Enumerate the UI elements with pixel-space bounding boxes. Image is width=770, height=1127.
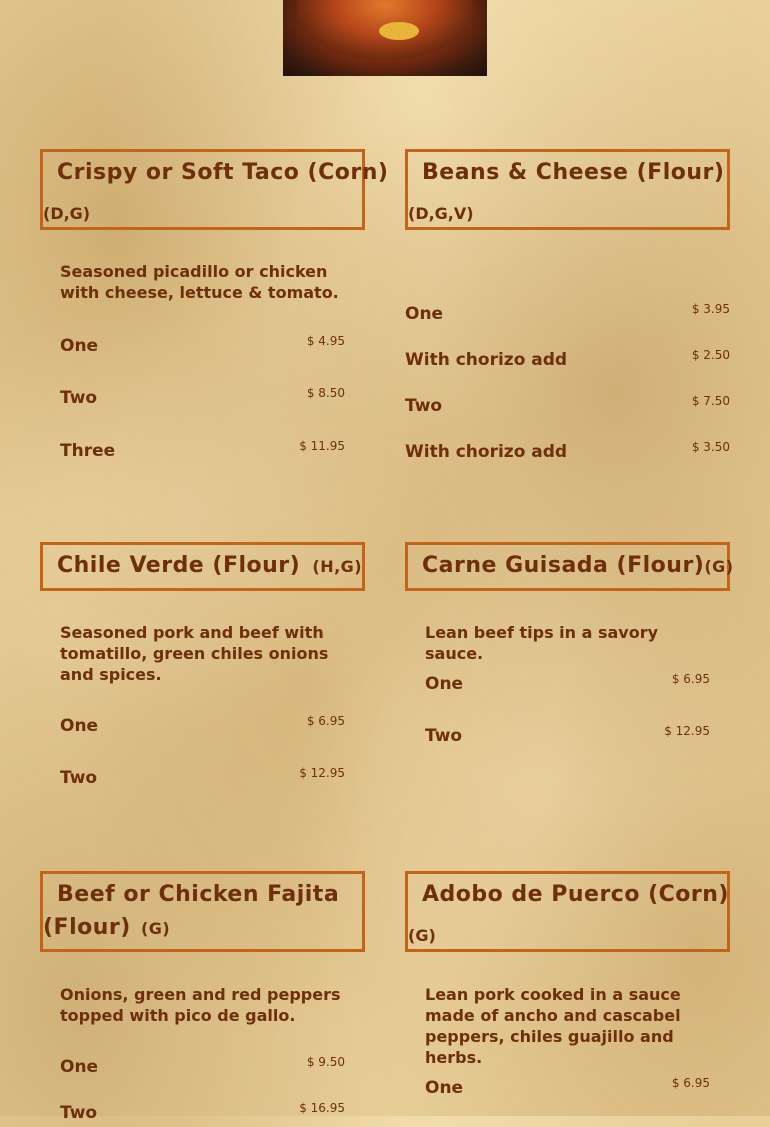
price-value: $ 11.95 <box>299 439 345 453</box>
item-description: Lean beef tips in a savory sauce. <box>425 623 659 663</box>
price-value: $ 6.95 <box>306 714 345 728</box>
menu-card-fajita <box>40 871 365 1123</box>
price-row <box>425 726 710 750</box>
price-label: With chorizo add <box>405 350 568 370</box>
item-title: Beef or Chicken Fajita <box>57 882 340 907</box>
price-label: Two <box>60 1103 98 1123</box>
menu-card-adobo-puerco <box>405 871 730 1116</box>
item-title: Adobo de Puerco (Corn) <box>422 882 729 907</box>
price-value: $ 3.50 <box>691 440 730 454</box>
item-code: (D,G,V) <box>408 204 474 223</box>
item-description: Onions, green and red peppers topped with pico de gallo. <box>60 985 341 1025</box>
price-row <box>425 1078 710 1102</box>
title-box <box>40 542 365 591</box>
item-description: Lean pork cooked in a sauce made of ancho and cascabel peppers, chiles guajillo and herbs. <box>425 985 681 1067</box>
item-code: (D,G) <box>43 204 91 223</box>
item-title-text: Carne Guisada (Flour) <box>422 553 705 578</box>
item-title-text: Chile Verde (Flour) <box>57 553 301 578</box>
price-label: Three <box>60 441 116 461</box>
item-description: Seasoned picadillo or chicken with cheese, lettuce & tomato. <box>60 262 339 302</box>
price-label: One <box>405 304 444 324</box>
price-row <box>405 442 730 466</box>
menu-card-crispy-taco <box>40 149 389 489</box>
menu-card-beans-cheese <box>405 149 730 489</box>
price-label: One <box>60 1057 99 1077</box>
price-value: $ 12.95 <box>299 766 345 780</box>
price-row <box>425 674 710 698</box>
price-row <box>60 388 345 412</box>
price-value: $ 4.95 <box>306 334 345 348</box>
title-box <box>405 871 730 952</box>
food-photo <box>283 0 487 76</box>
price-row <box>405 304 730 328</box>
item-title: Crispy or Soft Taco (Corn) <box>57 160 389 185</box>
price-value: $ 7.50 <box>691 394 730 408</box>
item-description: Seasoned pork and beef with tomatillo, green chiles onions and spices. <box>60 623 329 684</box>
item-title: Beans & Cheese (Flour) <box>422 160 725 185</box>
price-label: With chorizo add <box>405 442 568 462</box>
item-title <box>422 553 734 578</box>
price-label: Two <box>425 726 463 746</box>
price-label: One <box>60 336 99 356</box>
item-title <box>57 553 362 578</box>
item-code: (G) <box>408 926 436 945</box>
price-label: One <box>425 674 464 694</box>
title-box <box>40 149 389 230</box>
title-box <box>405 542 734 591</box>
price-value: $ 12.95 <box>664 724 710 738</box>
menu-card-carne-guisada <box>405 542 734 812</box>
price-value: $ 6.95 <box>671 672 710 686</box>
item-code: (G) <box>140 919 171 938</box>
price-row <box>60 768 345 792</box>
title-box <box>40 871 365 952</box>
price-value: $ 16.95 <box>299 1101 345 1115</box>
price-label: Two <box>405 396 443 416</box>
price-value: $ 2.50 <box>691 348 730 362</box>
price-value: $ 8.50 <box>306 386 345 400</box>
price-label: Two <box>60 388 98 408</box>
price-value: $ 6.95 <box>671 1076 710 1090</box>
menu-card-chile-verde <box>40 542 365 812</box>
price-value: $ 9.50 <box>306 1055 345 1069</box>
price-label: One <box>60 716 99 736</box>
price-row <box>60 1103 345 1127</box>
price-value: $ 3.95 <box>691 302 730 316</box>
price-label: Two <box>60 768 98 788</box>
price-row <box>405 350 730 374</box>
title-box <box>405 149 730 230</box>
item-code: (H,G) <box>312 557 363 576</box>
item-code: (G) <box>704 557 734 576</box>
price-label: One <box>425 1078 464 1098</box>
price-row <box>60 1057 345 1081</box>
price-row <box>60 441 345 465</box>
price-row <box>60 336 345 360</box>
price-row <box>405 396 730 420</box>
rice-graphic <box>379 22 419 40</box>
price-row <box>60 716 345 740</box>
item-title-text: (Flour) <box>43 915 131 940</box>
item-title-line2 <box>43 915 170 940</box>
